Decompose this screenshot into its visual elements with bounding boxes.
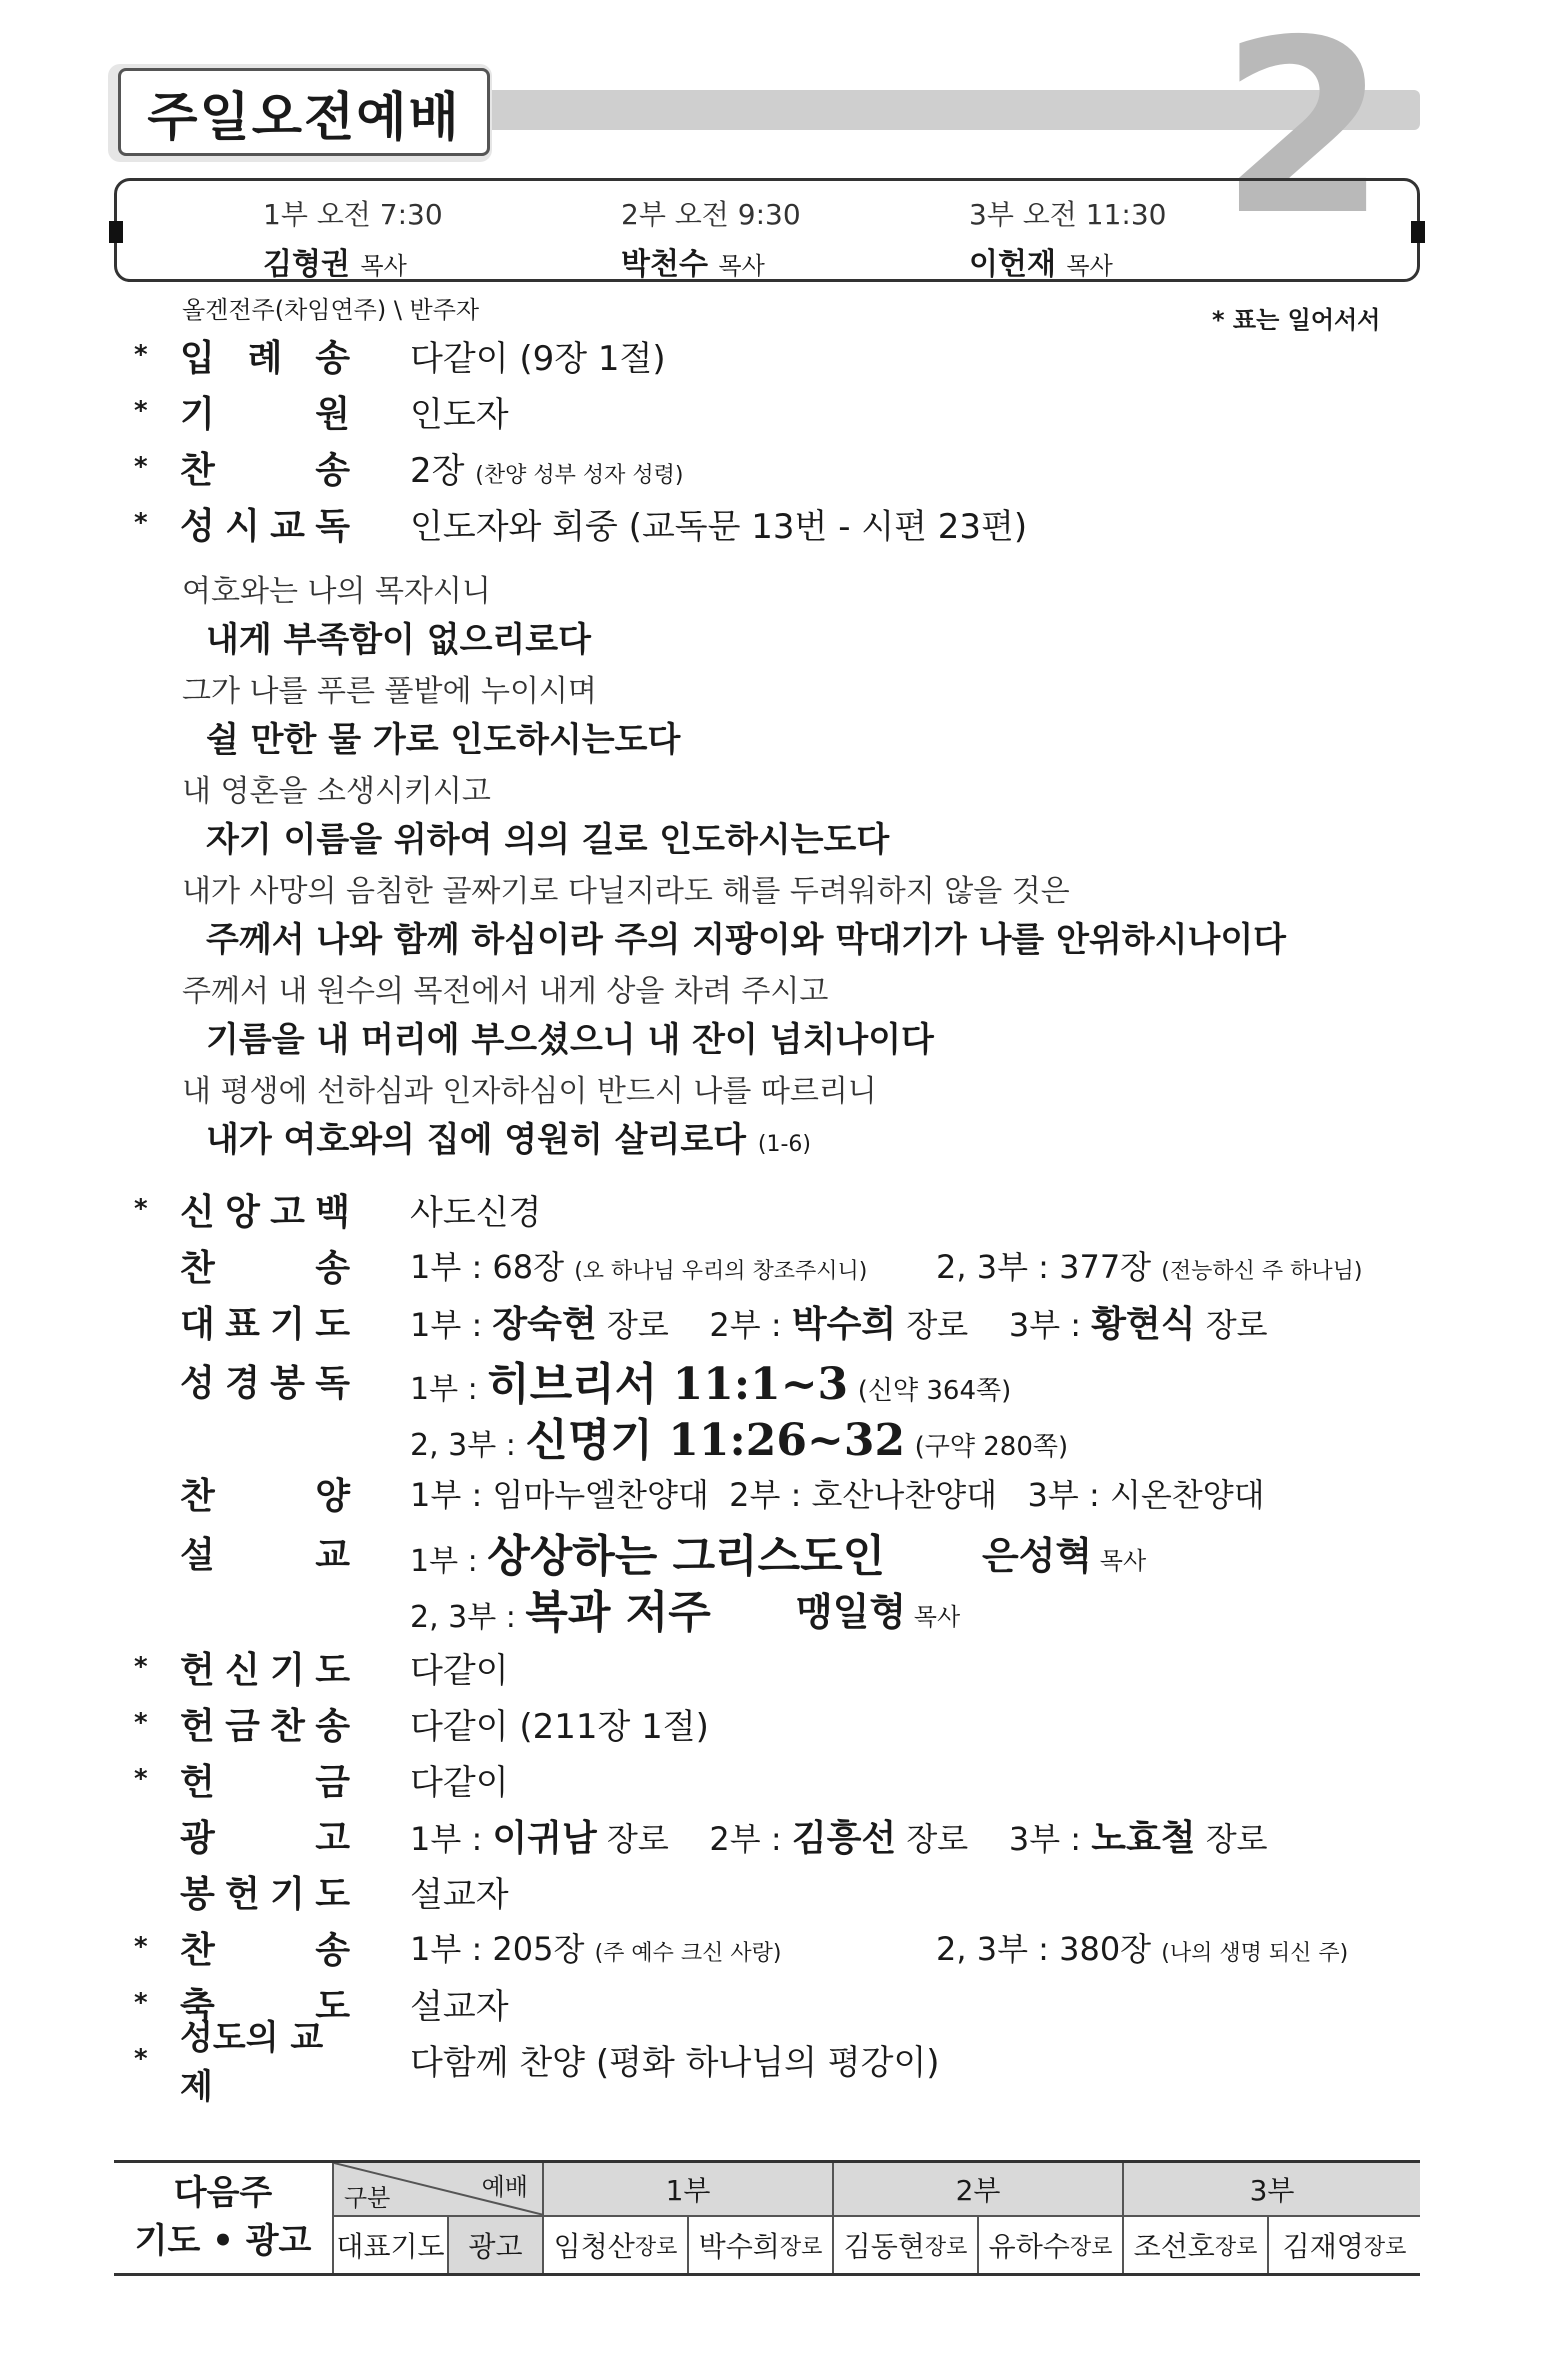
label-hymn3: 찬 송 (180, 1929, 350, 1971)
service-times-box (114, 178, 1420, 282)
service-1-leader: 김형권 (263, 247, 350, 282)
corner-top-label: 예배 (481, 2173, 528, 2201)
entry-2: 박수희 장로 (687, 2217, 832, 2273)
service-2-leader: 박천수 (621, 247, 708, 282)
label-hymn2: 찬 송 (180, 1247, 350, 1289)
label-choir: 찬 양 (180, 1475, 350, 1517)
stand-mark: * (134, 1932, 148, 1962)
corner-bottom-label: 구분 (344, 2184, 391, 2212)
entry-6: 김재영 장로 (1267, 2217, 1420, 2273)
label-scripture: 성 경 봉 독 (180, 1362, 350, 1404)
value-dedication-prayer: 다같이 (410, 1650, 509, 1691)
value-hymn1: 2장 (찬양 성부 성자 성령) (410, 450, 684, 491)
label-prayer: 대 표 기 도 (180, 1303, 350, 1345)
entry-5: 조선호 장로 (1122, 2217, 1267, 2273)
value-benediction: 설교자 (410, 1986, 509, 2027)
value-invocation: 인도자 (410, 394, 509, 435)
psalm-leader-1: 여호와는 나의 목자시니 (182, 574, 491, 609)
value-choir: 1부 : 임마누엘찬양대 2부 : 호산나찬양대 3부 : 시온찬양대 (410, 1476, 1265, 1514)
psalm-ref: (1-6) (757, 1132, 811, 1157)
next-week-title-line1: 다음주 (173, 2173, 273, 2214)
stand-mark: * (134, 2044, 148, 2074)
entry-3: 김동현 장로 (832, 2217, 977, 2273)
stand-mark: * (134, 1708, 148, 1738)
psalm-leader-2: 그가 나를 푸른 풀밭에 누이시며 (182, 674, 597, 709)
page-number: 2 (1220, 0, 1387, 268)
value-scripture-second: 2, 3부 : 신명기 11:26~32 (구약 280쪽) (410, 1415, 1069, 1466)
psalm-leader-5: 주께서 내 원수의 목전에서 내게 상을 차려 주시고 (182, 974, 829, 1009)
service-1-time: 1부 오전 7:30 (263, 198, 443, 231)
value-sermon-second-preacher: 맹일형 목사 (796, 1588, 961, 1634)
label-benediction: 축 도 (180, 1985, 350, 2027)
corner-header (332, 2163, 542, 2215)
value-hymn3-first: 1부 : 205장 (주 예수 크신 사랑) (410, 1930, 782, 1968)
stand-mark: * (134, 1652, 148, 1682)
label-offertory-prayer: 봉 헌 기 도 (180, 1873, 350, 1915)
left-marker (109, 221, 123, 243)
value-offertory-prayer: 설교자 (410, 1874, 509, 1915)
label-offering: 헌 금 (180, 1761, 350, 1803)
label-entrance: 입 례 송 (180, 337, 350, 379)
value-responsive: 인도자와 회중 (교독문 13번 - 시편 23편) (410, 506, 1028, 547)
value-entrance: 다같이 (9장 1절) (410, 338, 666, 379)
value-hymn2-second: 2, 3부 : 377장 (전능하신 주 하나님) (936, 1248, 1363, 1286)
entry-1: 임청산 장로 (542, 2217, 687, 2273)
table-service-2: 2부 (832, 2163, 1122, 2215)
stand-mark: * (134, 1194, 148, 1224)
stand-mark: * (134, 396, 148, 426)
stand-mark: * (134, 1764, 148, 1794)
value-sermon-second: 2, 3부 : 복과 저주 (410, 1587, 711, 1638)
label-announcement: 광고 (447, 2217, 542, 2273)
psalm-congregation-6: 내가 여호와의 집에 영원히 살리로다 (1-6) (206, 1120, 811, 1160)
service-3 (969, 193, 1166, 283)
right-marker (1411, 221, 1425, 243)
value-announce: 1부 : 이귀남 장로 2부 : 김흥선 장로 3부 : 노효철 장로 (410, 1816, 1268, 1859)
stand-mark: * (134, 340, 148, 370)
psalm-leader-3: 내 영혼을 소생시키시고 (182, 774, 491, 809)
psalm-congregation-1: 내게 부족함이 없으리로다 (206, 620, 591, 660)
label-fellowship: 성도의 교제 (180, 2018, 324, 2107)
value-sermon-first-preacher: 은성혁 목사 (982, 1532, 1147, 1578)
label-invocation: 기 원 (180, 393, 350, 435)
page-title: 주일오전예배 (118, 68, 490, 156)
next-week-title (114, 2163, 332, 2273)
value-scripture-first: 1부 : 히브리서 11:1~3 (신약 364쪽) (410, 1359, 1012, 1410)
service-1-role: 목사 (360, 252, 407, 280)
table-service-1: 1부 (542, 2163, 832, 2215)
service-2-role: 목사 (718, 252, 765, 280)
value-hymn2-first: 1부 : 68장 (오 하나님 우리의 창조주시니) (410, 1248, 868, 1286)
service-2 (621, 193, 801, 283)
label-hymn1: 찬 송 (180, 449, 350, 491)
value-offering-hymn: 다같이 (211장 1절) (410, 1706, 709, 1747)
psalm-leader-4: 내가 사망의 음침한 골짜기로 다닐지라도 해를 두려워하지 않을 것은 (182, 874, 1070, 909)
organ-note: 올겐전주(차임연주) \ 반주자 (182, 296, 480, 324)
psalm-congregation-5: 기름을 내 머리에 부으셨으니 내 잔이 넘치나이다 (206, 1020, 934, 1060)
label-sermon: 설 교 (180, 1534, 350, 1576)
label-dedication-prayer: 헌 신 기 도 (180, 1649, 350, 1691)
next-week-table (114, 2160, 1420, 2276)
value-hymn3-second: 2, 3부 : 380장 (나의 생명 되신 주) (936, 1930, 1349, 1968)
label-creed: 신 앙 고 백 (180, 1191, 350, 1233)
label-representative-prayer: 대표기도 (332, 2217, 447, 2273)
stand-mark: * (134, 508, 148, 538)
table-service-3: 3부 (1122, 2163, 1420, 2215)
stand-mark: * (134, 452, 148, 482)
psalm-congregation-3: 자기 이름을 위하여 의의 길로 인도하시는도다 (206, 820, 890, 860)
psalm-congregation-4: 주께서 나와 함께 하심이라 주의 지팡이와 막대기가 나를 안위하시나이다 (206, 920, 1287, 960)
value-fellowship: 다함께 찬양 (평화 하나님의 평강이) (410, 2042, 940, 2083)
value-prayer: 1부 : 장숙현 장로 2부 : 박수희 장로 3부 : 황현식 장로 (410, 1302, 1268, 1345)
service-2-time: 2부 오전 9:30 (621, 198, 801, 231)
service-3-role: 목사 (1066, 252, 1113, 280)
stand-note: * 표는 일어서서 (1212, 306, 1381, 334)
stand-mark: * (134, 1988, 148, 2018)
entry-4: 유하수 장로 (977, 2217, 1122, 2273)
service-1 (263, 193, 443, 283)
label-announce: 광 고 (180, 1817, 350, 1859)
next-week-title-line2: 기도 • 광고 (134, 2221, 312, 2261)
value-sermon-first: 1부 : 상상하는 그리스도인 (410, 1531, 886, 1582)
service-3-time: 3부 오전 11:30 (969, 198, 1167, 231)
service-3-leader: 이헌재 (969, 247, 1056, 282)
psalm-leader-6: 내 평생에 선하심과 인자하심이 반드시 나를 따르리니 (182, 1074, 877, 1109)
value-creed: 사도신경 (410, 1192, 542, 1233)
label-offering-hymn: 헌 금 찬 송 (180, 1705, 350, 1747)
psalm-congregation-2: 쉴 만한 물 가로 인도하시는도다 (206, 720, 681, 760)
label-responsive: 성 시 교 독 (180, 505, 350, 547)
value-offering: 다같이 (410, 1762, 509, 1803)
